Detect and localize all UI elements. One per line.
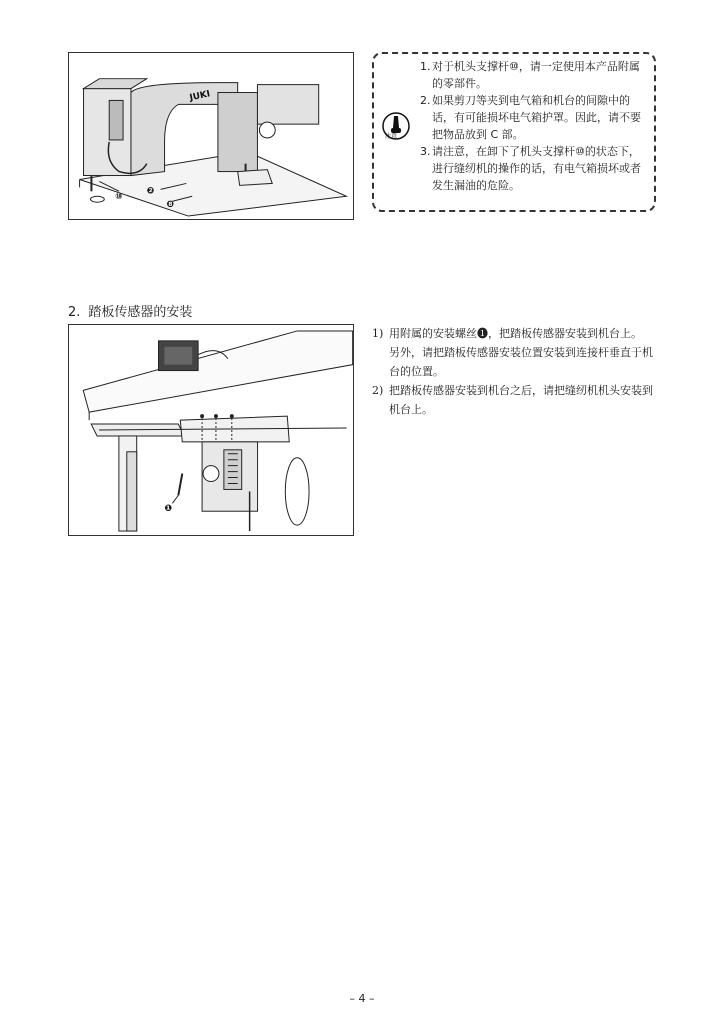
section-number: 2. bbox=[68, 305, 81, 320]
installation-steps bbox=[372, 324, 662, 419]
step-note: 另外，请把踏板传感器安装位置安装到连接杆垂直于机台的位置。 bbox=[389, 346, 653, 378]
label-part-8: ❽ bbox=[166, 200, 175, 211]
caution-icon-label: 注意 bbox=[385, 133, 398, 140]
caution-item-number: 2. bbox=[420, 94, 431, 107]
caution-item-number: 1. bbox=[420, 60, 431, 73]
caution-box bbox=[372, 52, 656, 212]
caution-item-text: 对于机头支撑杆⑩，请一定使用本产品附属的零部件。 bbox=[432, 60, 640, 90]
step-text: 把踏板传感器安装到机台之后，请把缝纫机机头安装到机台上。 bbox=[389, 384, 653, 416]
caution-item bbox=[420, 58, 650, 92]
caution-icon bbox=[382, 112, 410, 140]
section-title-text: 踏板传感器的安装 bbox=[88, 305, 193, 320]
step-number: 2) bbox=[372, 384, 384, 397]
step-item bbox=[372, 324, 662, 381]
label-screw-1: ❶ bbox=[164, 504, 172, 515]
pedal-sensor-drawing bbox=[69, 325, 353, 535]
caution-item bbox=[420, 92, 650, 143]
step-item bbox=[372, 381, 662, 419]
step-text: 用附属的安装螺丝❶，把踏板传感器安装到机台上。 bbox=[389, 327, 642, 340]
label-support-rod: ⑩ bbox=[115, 192, 123, 203]
caution-item-text: 如果剪刀等夹到电气箱和机台的间隙中的话，有可能损坏电气箱护罩。因此，请不要把物品放到 C 部。 bbox=[432, 94, 641, 141]
sewing-machine-drawing bbox=[69, 53, 353, 219]
page-number: – 4 – bbox=[349, 992, 375, 1005]
caution-item-number: 3. bbox=[420, 145, 431, 158]
label-part-2: ❷ bbox=[146, 186, 155, 197]
svg-text:JUKI: JUKI bbox=[188, 89, 212, 104]
sewing-machine-figure bbox=[68, 52, 354, 220]
caution-list bbox=[420, 58, 650, 194]
caution-item-text: 请注意，在卸下了机头支撑杆⑩的状态下，进行缝纫机的操作的话，有电气箱损坏或者发生漏油的危险。 bbox=[432, 145, 641, 192]
pedal-sensor-figure bbox=[68, 324, 354, 536]
step-number: 1) bbox=[372, 327, 384, 340]
caution-item bbox=[420, 143, 650, 194]
section-title bbox=[68, 301, 192, 320]
